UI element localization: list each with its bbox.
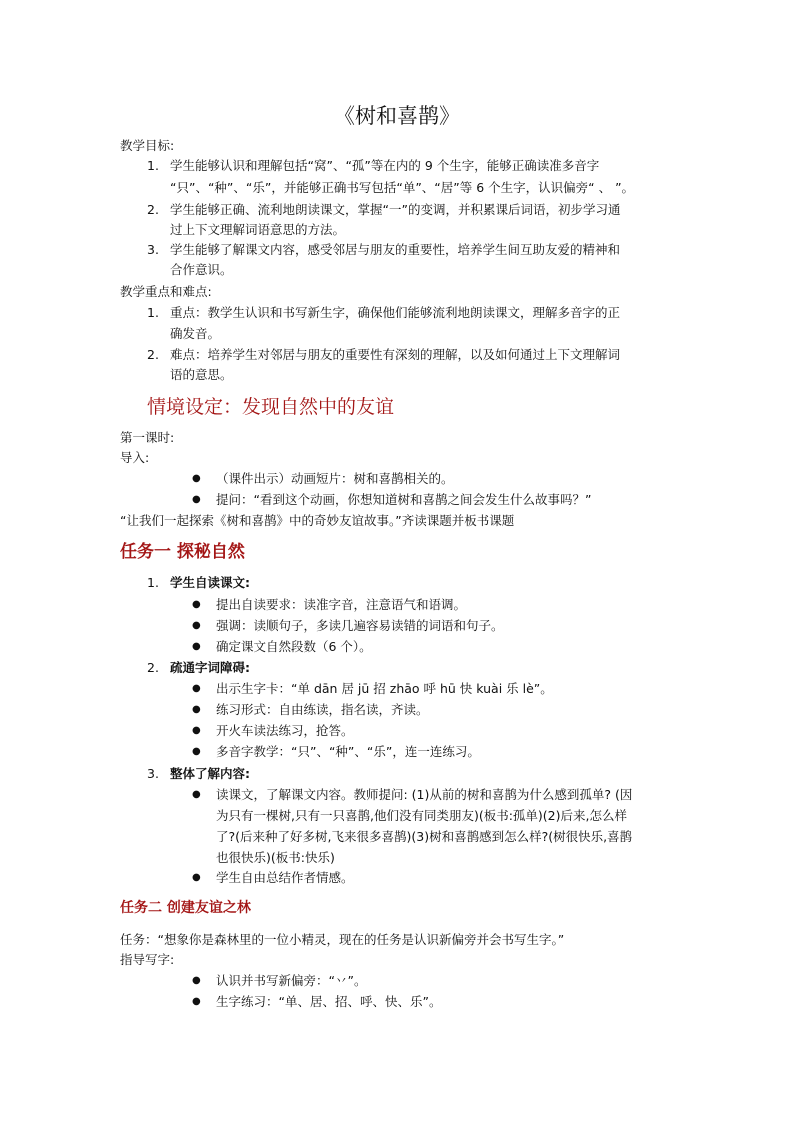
task1-s3-bullet-1-line-1: 读课文，了解课文内容。教师提问: (1)从前的树和喜鹊为什么感到孤单? (因 <box>216 787 633 802</box>
task2-bullet-1: 认识并书写新偏旁：“丷”。 <box>216 973 367 988</box>
task1-s2-bullet-2: 练习形式：自由练读，指名读，齐读。 <box>216 702 429 717</box>
task2-guide-label: 指导写字: <box>120 952 175 967</box>
task2-task-line: 任务：“想象你是森林里的一位小精灵，现在的任务是认识新偏旁并会书写生字。” <box>120 932 565 947</box>
bullet-icon: ● <box>192 746 201 757</box>
task1-section-2-title: 疏通字词障碍: <box>170 660 250 675</box>
keypoint-2-number: 2. <box>147 347 159 362</box>
bullet-icon: ● <box>192 704 201 715</box>
keypoint-2-line-2: 语的意思。 <box>170 367 233 382</box>
task1-section-2-number: 2. <box>147 660 159 675</box>
task1-section-3-number: 3. <box>147 766 159 781</box>
bullet-icon: ● <box>192 494 201 505</box>
task1-heading: 任务一 探秘自然 <box>120 542 245 562</box>
objective-2-line-1: 学生能够正确、流利地朗读课文，掌握“一”的变调，并积累课后词语，初步学习通 <box>170 202 621 217</box>
keypoint-2-line-1: 难点：培养学生对邻居与朋友的重要性有深刻的理解，以及如何通过上下文理解词 <box>170 347 621 362</box>
intro-label: 导入: <box>120 450 150 465</box>
bullet-icon: ● <box>192 641 201 652</box>
task1-section-1-number: 1. <box>147 575 159 590</box>
task1-s1-bullet-1: 提出自读要求：读准字音，注意语气和语调。 <box>216 597 467 612</box>
objective-1-line-2: “只”、“种”、“乐”，并能够正确书写包括“单”、“居”等 6 个生字，认识偏旁“ 、 ”。 <box>170 180 635 195</box>
task2-bullet-2: 生字练习：“单、居、招、呼、快、乐”。 <box>216 994 442 1009</box>
objective-3-number: 3. <box>147 242 159 257</box>
bullet-icon: ● <box>192 473 201 484</box>
bullet-icon: ● <box>192 599 201 610</box>
objective-1-number: 1. <box>147 158 159 173</box>
keypoint-1-number: 1. <box>147 305 159 320</box>
objective-3-line-1: 学生能够了解课文内容，感受邻居与朋友的重要性，培养学生间互助友爱的精神和 <box>170 242 621 257</box>
document-title: 《树和喜鹊》 <box>334 104 460 128</box>
task1-section-1-title: 学生自读课文: <box>170 575 250 590</box>
task1-s1-bullet-2: 强调：读顺句子，多读几遍容易读错的词语和句子。 <box>216 618 504 633</box>
keypoints-heading: 教学重点和难点: <box>120 284 212 299</box>
intro-bullet-2: 提问：“看到这个动画，你想知道树和喜鹊之间会发生什么故事吗？” <box>216 492 592 507</box>
task1-s3-bullet-2: 学生自由总结作者情感。 <box>216 870 354 885</box>
task1-s3-bullet-1-line-4: 也很快乐)(板书:快乐) <box>216 850 335 865</box>
objective-2-number: 2. <box>147 202 159 217</box>
objective-3-line-2: 合作意识。 <box>170 262 233 277</box>
task1-s3-bullet-1-line-2: 为只有一棵树,只有一只喜鹊,他们没有同类朋友)(板书:孤单)(2)后来,怎么样 <box>216 808 627 823</box>
task1-s2-bullet-3: 开火车读法练习，抢答。 <box>216 723 354 738</box>
task1-s3-bullet-1-line-3: 了?(后来种了好多树,飞来很多喜鹊)(3)树和喜鹊感到怎么样?(树很快乐,喜鹊 <box>216 829 633 844</box>
task1-section-3-title: 整体了解内容: <box>170 766 250 781</box>
task1-s1-bullet-3: 确定课文自然段数（6 个）。 <box>216 639 372 654</box>
bullet-icon: ● <box>192 683 201 694</box>
bullet-icon: ● <box>192 789 201 800</box>
objectives-heading: 教学目标: <box>120 138 175 153</box>
task1-s2-bullet-1: 出示生字卡：“单 dān 居 jū 招 zhāo 呼 hū 快 kuài 乐 lè”。 <box>216 681 553 696</box>
intro-closing: “让我们一起探索《树和喜鹊》中的奇妙友谊故事。”齐读课题并板书课题 <box>120 513 515 528</box>
bullet-icon: ● <box>192 725 201 736</box>
task2-heading: 任务二 创建友谊之林 <box>120 900 251 916</box>
scene-heading: 情境设定：发现自然中的友谊 <box>147 396 395 418</box>
objective-2-line-2: 过上下文理解词语意思的方法。 <box>170 222 346 237</box>
bullet-icon: ● <box>192 996 201 1007</box>
objective-1-line-1: 学生能够认识和理解包括“窝”、“孤”等在内的 9 个生字，能够正确读准多音字 <box>170 158 600 173</box>
task1-s2-bullet-4: 多音字教学：“只”、“种”、“乐”，连一连练习。 <box>216 744 480 759</box>
lesson-label: 第一课时: <box>120 430 175 445</box>
bullet-icon: ● <box>192 975 201 986</box>
intro-bullet-1: （课件出示）动画短片：树和喜鹊相关的。 <box>216 471 454 486</box>
keypoint-1-line-1: 重点：教学生认识和书写新生字，确保他们能够流利地朗读课文，理解多音字的正 <box>170 305 621 320</box>
keypoint-1-line-2: 确发音。 <box>170 326 221 341</box>
bullet-icon: ● <box>192 620 201 631</box>
bullet-icon: ● <box>192 872 201 883</box>
